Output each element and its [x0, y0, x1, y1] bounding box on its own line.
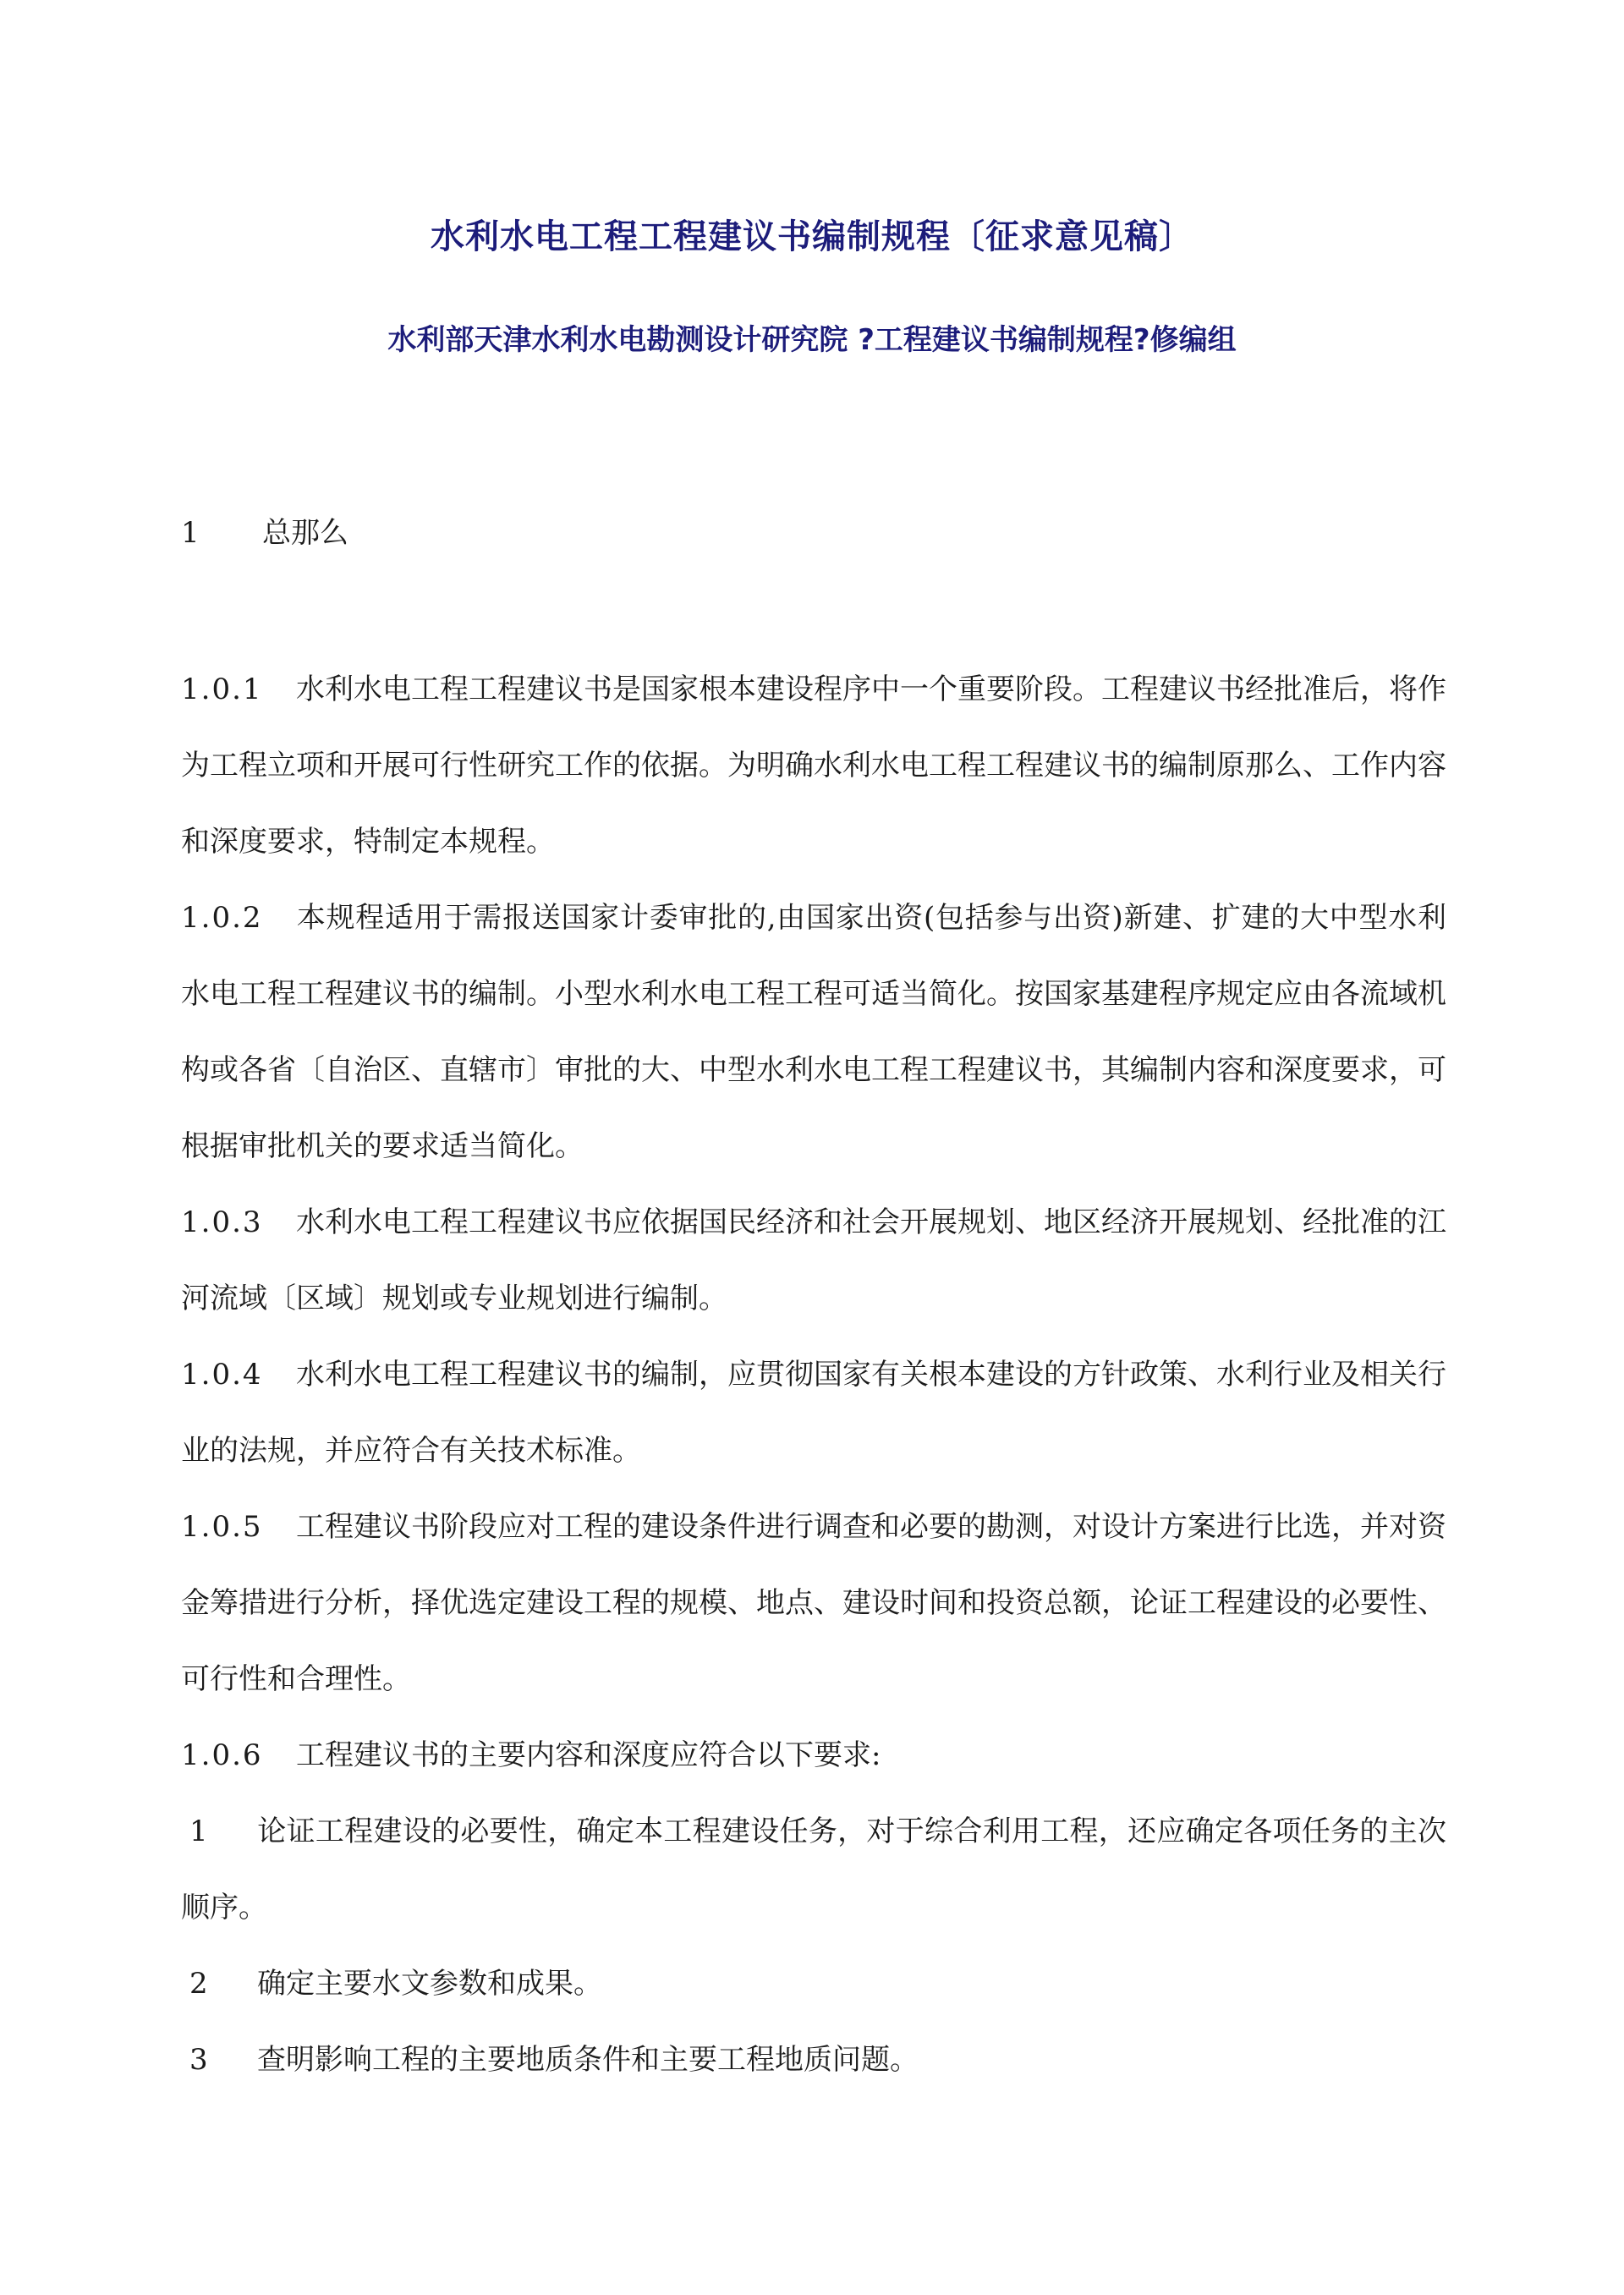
- list-item: [181, 1793, 1446, 1946]
- list-item-number: 2: [189, 1967, 208, 2001]
- clause-number: 1.0.5: [181, 1510, 263, 1544]
- clause-text: 本规程适用于需报送国家计委审批的,由国家出资(包括参与出资)新建、扩建的大中型水利水电工程工程建议书的编制。小型水利水电工程工程可适当简化。按国家基建程序规定应由各流域机构或各省〔自治区、直辖市〕审批的大、中型水利水电工程工程建议书，其编制内容和深度要求，可根据审批机关的要求适当简化。: [181, 901, 1446, 1163]
- clause-1-0-6: [181, 1717, 1446, 1793]
- list-item-number: 1: [189, 1815, 208, 1848]
- clause-number: 1.0.6: [181, 1738, 263, 1772]
- section-heading: [181, 508, 1446, 558]
- clause-number: 1.0.2: [181, 901, 263, 935]
- list-item-text: 确定主要水文参数和成果。: [257, 1967, 602, 2001]
- document-body: [181, 508, 1446, 2098]
- document-title: 水利水电工程工程建议书编制规程〔征求意见稿〕: [431, 217, 1193, 256]
- clause-1-0-1: [181, 651, 1446, 880]
- clause-number: 1.0.1: [181, 673, 263, 706]
- clause-1-0-5: [181, 1489, 1446, 1717]
- list-item: [181, 2022, 1446, 2098]
- section-number: 1: [181, 516, 200, 550]
- clause-text: 工程建议书的主要内容和深度应符合以下要求:: [296, 1738, 881, 1772]
- list-item-text: 论证工程建设的必要性，确定本工程建设任务，对于综合利用工程，还应确定各项任务的主次顺序。: [181, 1815, 1446, 1924]
- list-item-text: 查明影响工程的主要地质条件和主要工程地质问题。: [257, 2043, 919, 2077]
- clause-text: 水利水电工程工程建议书的编制，应贯彻国家有关根本建设的方针政策、水利行业及相关行业的法规，并应符合有关技术标准。: [181, 1358, 1446, 1468]
- clause-1-0-2: [181, 880, 1446, 1184]
- list-item-number: 3: [189, 2043, 208, 2077]
- clause-number: 1.0.4: [181, 1358, 263, 1392]
- clause-text: 水利水电工程工程建议书应依据国民经济和社会开展规划、地区经济开展规划、经批准的江河流域〔区域〕规划或专业规划进行编制。: [181, 1205, 1446, 1315]
- document-subtitle: 水利部天津水利水电勘测设计研究院 ?工程建议书编制规程?修编组: [387, 323, 1237, 357]
- clause-text: 工程建议书阶段应对工程的建设条件进行调查和必要的勘测，对设计方案进行比选，并对资金筹措进行分析，择优选定建设工程的规模、地点、建设时间和投资总额，论证工程建设的必要性、可行性和合理性。: [181, 1510, 1446, 1696]
- clause-text: 水利水电工程工程建议书是国家根本建设程序中一个重要阶段。工程建议书经批准后，将作为工程立项和开展可行性研究工作的依据。为明确水利水电工程工程建议书的编制原那么、工作内容和深度要求，特制定本规程。: [181, 673, 1446, 859]
- list-item: [181, 1946, 1446, 2022]
- clause-number: 1.0.3: [181, 1205, 263, 1239]
- clause-1-0-3: [181, 1184, 1446, 1337]
- clause-1-0-4: [181, 1337, 1446, 1489]
- section-title: 总那么: [262, 516, 348, 550]
